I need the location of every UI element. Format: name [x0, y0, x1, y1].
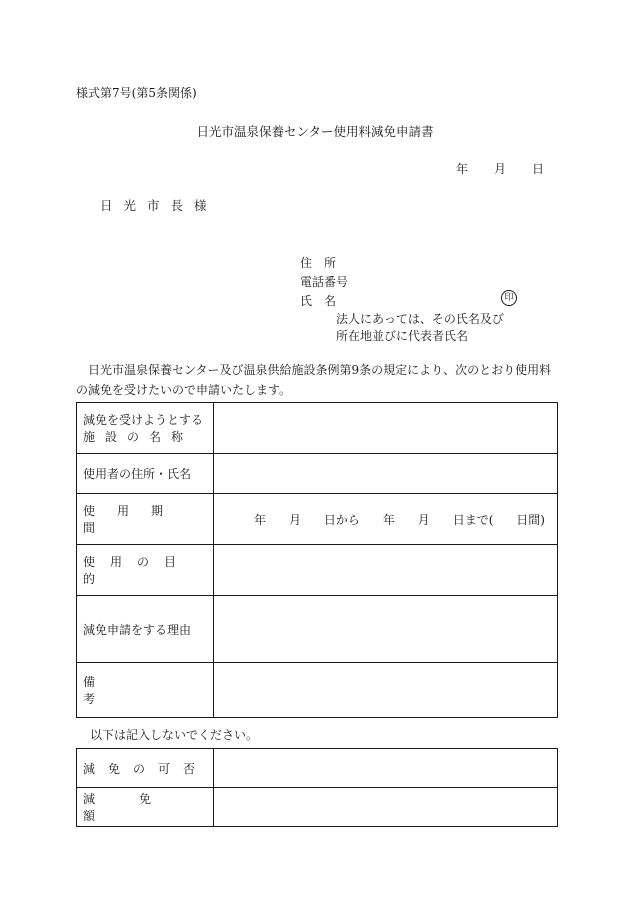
remarks-text: 備考: [83, 675, 192, 706]
usage-purpose-field[interactable]: [214, 545, 558, 596]
period-start-year: 年: [254, 512, 267, 527]
date-line: [456, 160, 544, 177]
usage-period-template: [214, 511, 557, 528]
name-label: 氏 名: [300, 294, 337, 308]
period-end-day: 日まで(: [452, 512, 494, 527]
table-row: [77, 454, 558, 494]
phone-label: 電話番号: [300, 275, 349, 289]
usage-purpose-label: [77, 545, 214, 596]
usage-period-text: 使用期間: [83, 504, 186, 535]
table-row: [77, 545, 558, 596]
table-row: [77, 663, 558, 718]
usage-period-label: [77, 494, 214, 545]
corporate-note-line2: 所在地並びに代表者氏名: [336, 329, 469, 343]
remarks-label: [77, 663, 214, 718]
usage-period-field[interactable]: [214, 494, 558, 545]
facility-label-line1: 減免を受けようとする: [83, 413, 204, 427]
period-start-day: 日から: [323, 512, 360, 527]
facility-name-field[interactable]: [214, 403, 558, 454]
form-number: 様式第7号(第5条関係): [76, 86, 197, 100]
office-use-table: [76, 748, 558, 827]
document-title: 日光市温泉保養センター使用料減免申請書: [196, 124, 434, 139]
usage-purpose-text: 使用の目的: [83, 555, 192, 586]
user-address-name-label: 使用者の住所・氏名: [77, 454, 214, 494]
addressee: 日光市長様: [100, 198, 218, 213]
application-form-table: [76, 402, 558, 718]
facility-name-label: [77, 403, 214, 454]
table-row: [77, 494, 558, 545]
period-days: 日間): [516, 512, 545, 527]
facility-label-line2: 施設の名称: [83, 430, 194, 444]
table-row: [77, 403, 558, 454]
table-row: [77, 749, 558, 788]
seal-mark: 印: [501, 290, 517, 306]
reduction-reason-field[interactable]: [214, 596, 558, 663]
period-end-year: 年: [382, 512, 395, 527]
user-address-name-field[interactable]: [214, 454, 558, 494]
date-month: 月: [494, 162, 507, 176]
reduction-amount-field: [214, 788, 558, 827]
period-start-month: 月: [288, 512, 301, 527]
application-statement: 日光市温泉保養センター及び温泉供給施設条例第9条の規定により、次のとおり使用料の減免を受けたいので申請いたします。: [76, 363, 552, 397]
corporate-note-line1: 法人にあっては、その氏名及び: [336, 312, 504, 326]
approval-label: [77, 749, 214, 788]
table-row: [77, 596, 558, 663]
approval-field: [214, 749, 558, 788]
reduction-amount-text: 減免額: [83, 792, 196, 823]
period-end-month: 月: [417, 512, 430, 527]
remarks-field[interactable]: [214, 663, 558, 718]
approval-text: 減免の可否: [83, 761, 209, 776]
reduction-reason-label: 減免申請をする理由: [77, 596, 214, 663]
office-use-note: 以下は記入しないでください。: [90, 728, 259, 742]
address-label: 住 所: [300, 256, 337, 270]
table-row: [77, 788, 558, 827]
date-day: 日: [532, 162, 545, 176]
date-year: 年: [456, 162, 469, 176]
reduction-amount-label: [77, 788, 214, 827]
